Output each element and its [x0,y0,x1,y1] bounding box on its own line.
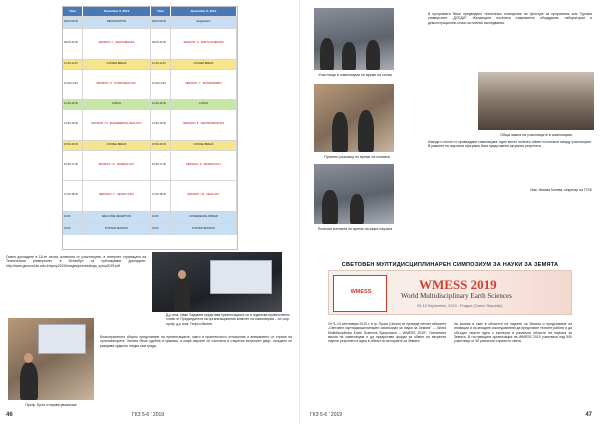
program-event: SESSION • II · HYDROGEOLOGY [83,70,151,100]
person-figure [358,110,374,152]
program-event: POSTER SESSION [171,224,237,235]
program-time: 12:30-13:30 [151,100,171,109]
program-row [63,140,237,150]
program-header-day: November 6, 2019 [171,7,237,16]
program-event: SESSION • 10 · GEOLOGY [171,181,237,211]
program-time: 15:30-17:00 [151,151,171,181]
page-number: 47 [585,412,592,418]
photo-coffee [314,164,394,224]
right-page [300,0,600,424]
program-event: POSTER SESSION [83,224,151,235]
photo-presenter-caption: Д-р инж. Иван Хаджиев представя презентацията си и подписва приветствено слово от Председателя на организационния комитет на симпозиума – чл.-кор. проф. д-р инж. Георги Милев. [166,313,290,326]
photo-speaker-caption: Проф. Ерол отправя уважение [25,403,77,407]
caption-coffee: Полезни контакти по време на кафе-паузата [317,227,393,231]
program-time: 11:00-12:30 [63,70,83,100]
program-event: COFFEE BREAK [171,141,237,150]
program-event: REGISTRATION [83,17,151,28]
person-figure [322,190,338,224]
program-event: WELCOME RECEPTION [83,212,151,223]
program-time: 19:00 [63,212,83,223]
program-time: 12:30-13:30 [63,100,83,109]
program-event: COFFEE BREAK [83,60,151,69]
program-event: SESSION • I · GEOSCIENCES [83,29,151,59]
program-time: 19:00 [151,212,171,223]
program-event: SESSION • 6 · EARTH SCIENCES [171,29,237,59]
program-event: CONFERENCE DINNER [171,212,237,223]
program-event: SESSION • 8 · GEOINFORMATICS [171,110,237,140]
person-figure [350,194,364,224]
program-event: COFFEE BREAK [83,141,151,150]
participant-figure [320,38,334,70]
program-event: SESSION • 9 · SEISMOLOGY [171,151,237,181]
article-column-2: на знания в сват в областта на науките за Земята и представяне на иновации и на младите изследователи да представят техните работи и да обсъдят своите идеи с експерти в различни области на науката за Земята. В гостуващата организация на WMESS 2019 участваха над 500 участници от 50 различни страни по света. [454,322,572,344]
page-number: 46 [6,412,13,418]
program-time: 08:00-09:00 [151,17,171,28]
program-row [63,211,237,223]
program-time: 13:30-15:00 [151,110,171,140]
speaker-head [24,353,33,363]
program-row [63,69,237,100]
program-time: 17:00-18:30 [151,181,171,211]
program-time: 11:00-12:30 [151,70,171,100]
participant-figure [342,42,356,70]
program-time: 15:30-17:00 [63,151,83,181]
program-time: 13:30-15:00 [63,110,83,140]
banner-title: WMESS 2019 [419,277,497,292]
program-event: LUNCH [171,100,237,109]
projection-screen [38,324,86,354]
top-text: В програмата беше предвидено техническо посещение на Центъра за проучвания към Турския университет „ДСЕДИ". Желаещите посетиха съвременно оборудване, лаборатории и демонстрационни сесии за полеви изследвания. [428,12,592,25]
program-event: SESSION • V · GEOPHYSICS [83,181,151,211]
event-banner [328,270,572,315]
photo-presenter [152,252,282,312]
program-table [62,6,238,250]
program-header-day: November 6, 2019 [83,7,151,16]
program-row [63,150,237,181]
participant-figure [366,40,380,70]
program-row [63,180,237,211]
program-body [63,16,237,235]
program-event: COFFEE BREAK [171,60,237,69]
footer: ГКЗ 5-6 ' 2019 [132,412,165,418]
body-text: Благоприятното сборно представяне на презентациите, както и приятелското отношение и вниманието от страна на организаторите. Залата беше удобна и красива, а кафе-паузите се състояха в открития вътрешен двор, откъдето се разкрива чудесна гледка към града. [100,335,292,348]
banner-dates: 09-13 September, 2019 - Prague (Czech Republic) [417,304,503,308]
program-event: Registration [171,17,237,28]
program-header-time: Time [63,7,83,16]
section-title: СВЕТОВЕН МУЛТИДИСЦИПЛИНАРЕН СИМПОЗИУМ ЗА НАУКИ ЗА ЗЕМЯТА [341,262,559,268]
photo-talk [314,84,394,152]
photo-speaker [8,318,94,400]
program-time: 15:00-15:30 [151,141,171,150]
program-event: SESSION • 7 · ENVIRONMENT [171,70,237,100]
footer: ГКЗ 5-6 ' 2019 [310,412,343,418]
program-header-time: Time [151,7,171,16]
program-time: 15:00-15:30 [63,141,83,150]
program-event: SESSION • IV · MINERALOGY [83,151,151,181]
wmess-logo-text: WMESS [350,289,372,295]
program-row [63,16,237,28]
banner-subtitle: World Multidisciplinary Earth Sciences [401,292,512,300]
photo-participants [314,8,394,70]
wmess-logo [333,275,387,312]
program-time: 09:00-10:30 [151,29,171,59]
caption-hall: Обща зимна на участниците в симпозиума [500,133,572,137]
program-row [63,59,237,69]
program-time: 08:00-09:00 [63,17,83,28]
person-figure [332,112,348,152]
program-time: 09:00-10:30 [63,29,83,59]
photo-group [478,72,594,130]
program-time: 10:30-11:00 [151,60,171,69]
program-time: 17:00-18:30 [63,181,83,211]
program-time: 10:30-11:00 [63,60,83,69]
conclusion-text: Изводи и ползи от провеждане симпозиума: един много полезен обмен и контакти между участниците. В рамките на научната програма бяха представени актуални резултати. [428,140,592,149]
program-time: 20:00 [63,224,83,235]
program-row [63,109,237,140]
author: Инж. Иванка Колева, секретар на ГГБЕ [530,188,592,192]
projection-screen [210,260,272,294]
program-event: SESSION • III · ENGINEERING GEOLOGY [83,110,151,140]
presenter-head [178,270,186,279]
caption-participants: Участници в симпозиума по време на сесия [318,73,392,77]
program-time: 20:00 [151,224,171,235]
article-column-1: От 9–13 септември 2019 г. в гр. Прага (Чехия) се проведе петият юбилеен „Световен мултидисциплинарен симпозиум за науки за Земята" – „World Multidisciplinary Earth Sciences Symposium – WMESS 2019". Основната мисия на симпозиума е да предостави форум за обмен на актуални научни резултати и идеи в областта на науките за Земята. [328,322,446,344]
program-row [63,99,237,109]
speaker-figure [20,362,38,400]
intro-text: Освен докладите в 15-те сесии, изнесени от участниците, в интернет страницата на Техническия университет в Истанбул са публикувани докладите: http://www.geoconf.itu.edu.tr/symp2019/images/proceedings_symp2019.pdf [6,255,146,268]
program-event: LUNCH [83,100,151,109]
program-header-row [63,7,237,16]
program-row [63,223,237,235]
program-row [63,28,237,59]
presenter-figure [174,278,190,312]
caption-talk: Приятен разговор по време на почивка [324,155,390,159]
